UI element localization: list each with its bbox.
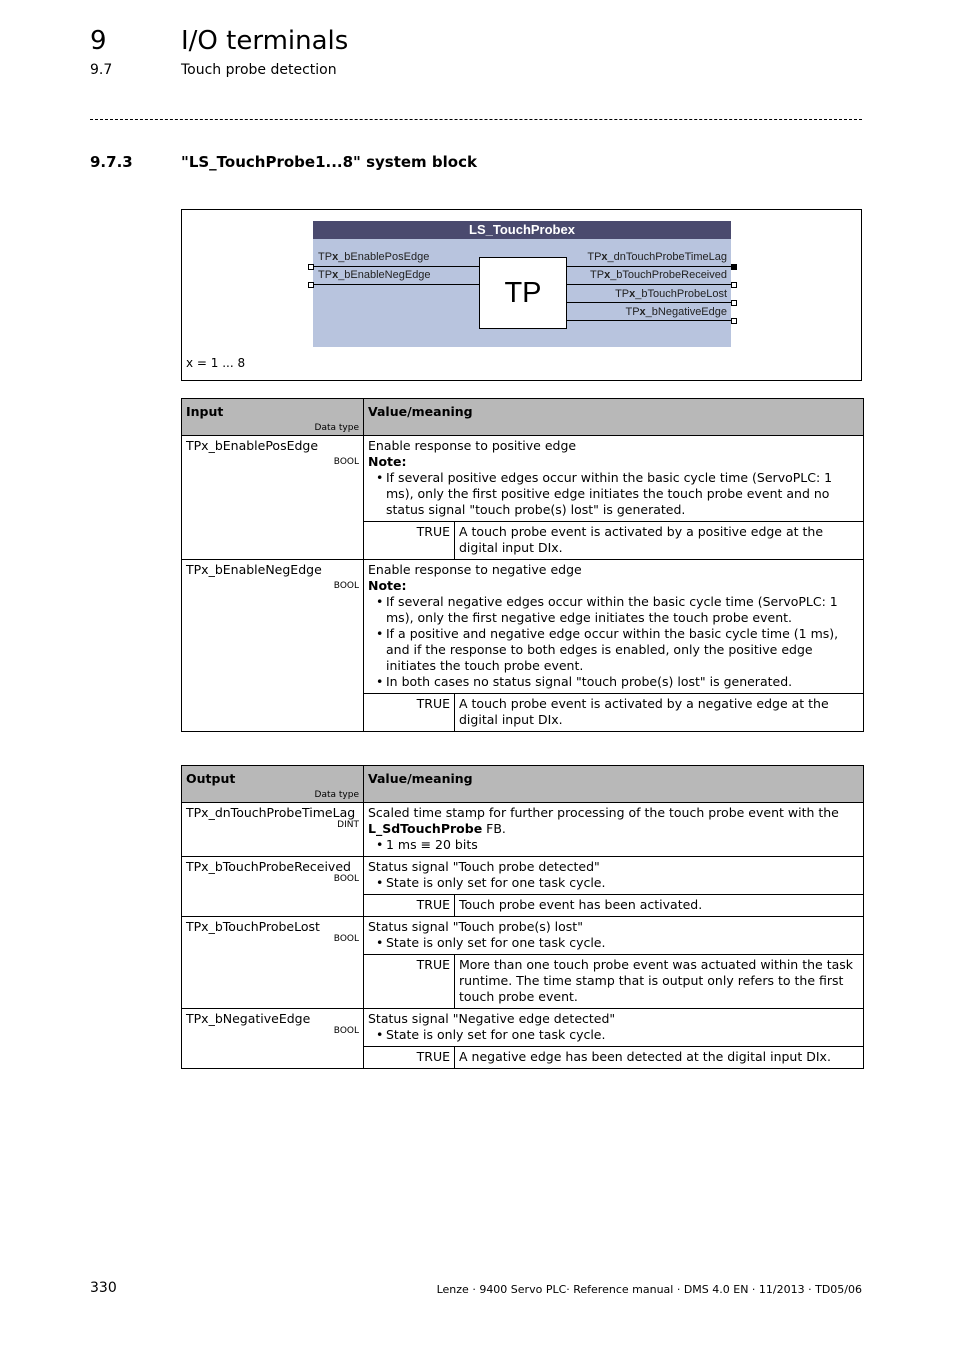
table-row (182, 1009, 864, 1069)
value-meaning: A negative edge has been detected at the digital input DIx. (455, 1047, 864, 1069)
table-header-row (182, 399, 864, 436)
value-meaning: More than one touch probe event was actuated within the task runtime. The time stamp that is output only refers to the first touch probe event. (455, 955, 864, 1009)
column-header: Value/meaning (364, 766, 864, 803)
function-block-symbol: TP (479, 257, 567, 329)
output-pin-line (567, 284, 733, 285)
output-pin-line (567, 266, 733, 267)
output-pin-line (567, 320, 733, 321)
section-number: 9.7 (90, 62, 113, 78)
section-title: Touch probe detection (181, 62, 337, 78)
output-pin-connector (731, 264, 737, 270)
value-label: TRUE (364, 1047, 455, 1069)
value-label: TRUE (364, 955, 455, 1009)
signal-name-cell: TPx_bTouchProbeLost BOOL (182, 917, 364, 1009)
table-header-row (182, 766, 864, 803)
table-row (182, 857, 864, 917)
signal-name-cell: TPx_bNegativeEdge BOOL (182, 1009, 364, 1069)
output-pin-label: TPx_dnTouchProbeTimeLag (587, 251, 727, 263)
column-header: Output Data type (182, 766, 364, 803)
value-label: TRUE (364, 895, 455, 917)
signal-name-cell: TPx_dnTouchProbeTimeLag DINT (182, 803, 364, 857)
value-meaning-cell: Status signal "Touch probe(s) lost" • State is only set for one task cycle. TRUE More than one touch probe event was actuated within the task runtime. The time stamp that is output only refers to the first touch probe event. (364, 917, 864, 1009)
chapter-number: 9 (90, 26, 107, 56)
value-meaning-cell: Status signal "Negative edge detected" • State is only set for one task cycle. TRUE A negative edge has been detected at the digital input DIx. (364, 1009, 864, 1069)
output-table (181, 765, 864, 1069)
diagram-index-note: x = 1 ... 8 (186, 356, 246, 370)
header-divider (90, 119, 862, 120)
input-pin-connector (308, 282, 314, 288)
table-row (182, 803, 864, 857)
output-pin-connector (731, 318, 737, 324)
function-block-title: LS_TouchProbex (313, 221, 731, 239)
value-meaning: A touch probe event is activated by a positive edge at the digital input DIx. (455, 522, 864, 560)
input-pin-line (311, 284, 479, 285)
subsection-title: "LS_TouchProbe1...8" system block (181, 153, 477, 171)
value-label: TRUE (364, 522, 455, 560)
signal-name-cell: TPx_bTouchProbeReceived BOOL (182, 857, 364, 917)
page-number: 330 (90, 1280, 117, 1296)
output-pin-label: TPx_bNegativeEdge (625, 306, 727, 318)
column-header: Input Data type (182, 399, 364, 436)
input-table (181, 398, 864, 732)
input-pin-line (311, 266, 479, 267)
table-row (182, 436, 864, 560)
value-meaning-cell: Scaled time stamp for further processing of the touch probe event with the L_SdTouchProbe FB. • 1 ms ≡ 20 bits (364, 803, 864, 857)
output-pin-connector (731, 282, 737, 288)
column-header: Value/meaning (364, 399, 864, 436)
value-meaning-cell: Status signal "Touch probe detected" • State is only set for one task cycle. TRUE Touch probe event has been activated. (364, 857, 864, 917)
value-meaning-cell: Enable response to positive edge Note: • If several positive edges occur within the basic cycle time (ServoPLC: 1 ms), only the first positive edge initiates the touch probe event and no status signal "touch probe(s) lost" is generated. TRUE A touch probe event is activated by a positive edge at the digital input DIx. (364, 436, 864, 560)
output-pin-connector (731, 300, 737, 306)
value-meaning: Touch probe event has been activated. (455, 895, 864, 917)
value-meaning: A touch probe event is activated by a negative edge at the digital input DIx. (455, 694, 864, 732)
input-pin-label: TPx_bEnableNegEdge (318, 269, 431, 281)
document-info: Lenze · 9400 Servo PLC· Reference manual · DMS 4.0 EN · 11/2013 · TD05/06 (436, 1283, 862, 1296)
signal-name-cell: TPx_bEnableNegEdge BOOL (182, 560, 364, 732)
input-pin-connector (308, 264, 314, 270)
table-row (182, 917, 864, 1009)
output-pin-line (567, 302, 733, 303)
output-pin-label: TPx_bTouchProbeReceived (590, 269, 727, 281)
input-pin-label: TPx_bEnablePosEdge (318, 251, 430, 263)
output-pin-label: TPx_bTouchProbeLost (615, 288, 727, 300)
table-row (182, 560, 864, 732)
signal-name-cell: TPx_bEnablePosEdge BOOL (182, 436, 364, 560)
chapter-title: I/O terminals (181, 26, 349, 56)
subsection-number: 9.7.3 (90, 153, 133, 171)
value-label: TRUE (364, 694, 455, 732)
value-meaning-cell: Enable response to negative edge Note: • If several negative edges occur within the basic cycle time (ServoPLC: 1 ms), only the first negative edge initiates the touch probe event. • If a positive and negative edge occur within the basic cycle time (1 ms), and if the response to both edges is enabled, only the positive edge initiates the touch probe event. • In both cases no status signal "touch probe(s) lost" is generated. TRUE A touch probe event is activated by a negative edge at the digital input DIx. (364, 560, 864, 732)
